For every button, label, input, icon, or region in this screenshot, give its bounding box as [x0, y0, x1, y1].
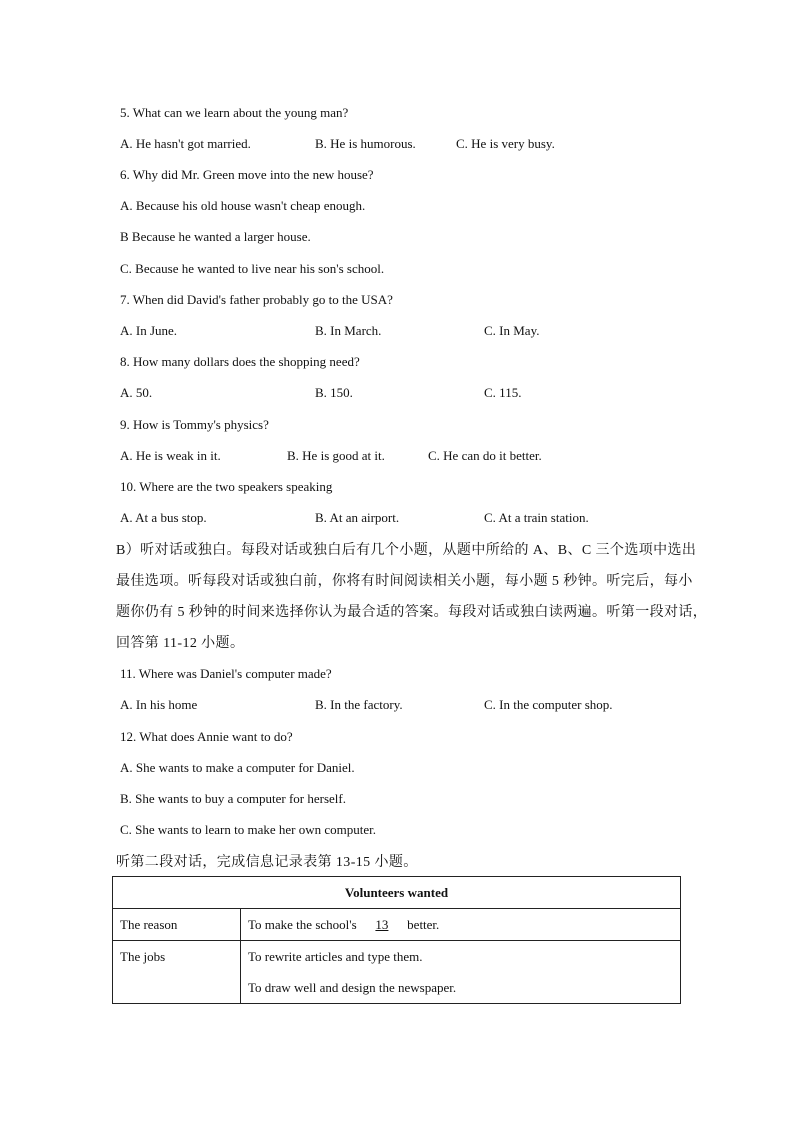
jobs-cell	[241, 941, 681, 1004]
question-10-stem: 10. Where are the two speakers speaking	[120, 479, 333, 494]
info-record-table	[112, 876, 681, 1004]
q6-option-c: C. Because he wanted to live near his son's school.	[120, 261, 385, 276]
q8-option-b: B. 150.	[315, 385, 353, 400]
q12-option-b: B. She wants to buy a computer for herself.	[120, 791, 347, 806]
q10-option-a: A. At a bus stop.	[120, 510, 207, 525]
q7-option-c: C. In May.	[484, 323, 540, 338]
q8-option-a: A. 50.	[120, 385, 153, 400]
table-row-jobs	[113, 941, 681, 1004]
question-9-stem: 9. How is Tommy's physics?	[120, 417, 269, 432]
question-8-stem: 8. How many dollars does the shopping need?	[120, 354, 360, 369]
section-b-instruction-line-2: 最佳选项。听每段对话或独白前，你将有时间阅读相关小题，每小题 5 秒钟。听完后，每小	[116, 574, 693, 589]
jobs-label-text: The jobs	[120, 949, 166, 964]
q9-option-b: B. He is good at it.	[287, 448, 385, 463]
reason-label: The reason	[113, 909, 241, 941]
q7-option-b: B. In March.	[315, 323, 382, 338]
q5-option-b: B. He is humorous.	[315, 136, 416, 151]
question-12-stem: 12. What does Annie want to do?	[120, 729, 293, 744]
blank-13[interactable]: 13	[375, 916, 389, 932]
q11-option-c: C. In the computer shop.	[484, 697, 613, 712]
q9-option-a: A. He is weak in it.	[120, 448, 221, 463]
second-dialogue-instruction: 听第二段对话，完成信息记录表第 13-15 小题。	[116, 855, 418, 870]
reason-prefix: To make the school's	[248, 916, 357, 932]
table-title: Volunteers wanted	[113, 877, 681, 909]
table-row-reason	[113, 909, 681, 941]
reason-suffix: better.	[407, 916, 440, 932]
q5-option-c: C. He is very busy.	[456, 136, 555, 151]
q11-option-a: A. In his home	[120, 697, 198, 712]
job-item: To rewrite articles and type them.	[248, 949, 423, 964]
q10-option-c: C. At a train station.	[484, 510, 589, 525]
section-b-instruction-line-1: B）听对话或独白。每段对话或独白后有几个小题，从题中所给的 A、B、C 三个选项中选出	[116, 543, 697, 558]
jobs-label	[113, 941, 241, 1004]
reason-cell	[241, 909, 681, 941]
job-item: To draw well and design the newspaper.	[248, 980, 457, 995]
question-11-stem: 11. Where was Daniel's computer made?	[120, 666, 332, 681]
q7-option-a: A. In June.	[120, 323, 178, 338]
q10-option-b: B. At an airport.	[315, 510, 400, 525]
section-b-instruction-line-4: 回答第 11-12 小题。	[116, 636, 245, 651]
question-7-stem: 7. When did David's father probably go to the USA?	[120, 292, 393, 307]
question-5-stem: 5. What can we learn about the young man?	[120, 105, 349, 120]
q6-option-a: A. Because his old house wasn't cheap enough.	[120, 198, 366, 213]
q5-option-a: A. He hasn't got married.	[120, 136, 251, 151]
section-b-instruction-line-3: 题你仍有 5 秒钟的时间来选择你认为最合适的答案。每段对话或独白读两遍。听第一段对话，	[116, 605, 708, 620]
q11-option-b: B. In the factory.	[315, 697, 403, 712]
q12-option-a: A. She wants to make a computer for Daniel.	[120, 760, 355, 775]
q9-option-c: C. He can do it better.	[428, 448, 542, 463]
q6-option-b: B Because he wanted a larger house.	[120, 229, 311, 244]
q8-option-c: C. 115.	[484, 385, 522, 400]
question-6-stem: 6. Why did Mr. Green move into the new house?	[120, 167, 374, 182]
q12-option-c: C. She wants to learn to make her own computer.	[120, 822, 376, 837]
